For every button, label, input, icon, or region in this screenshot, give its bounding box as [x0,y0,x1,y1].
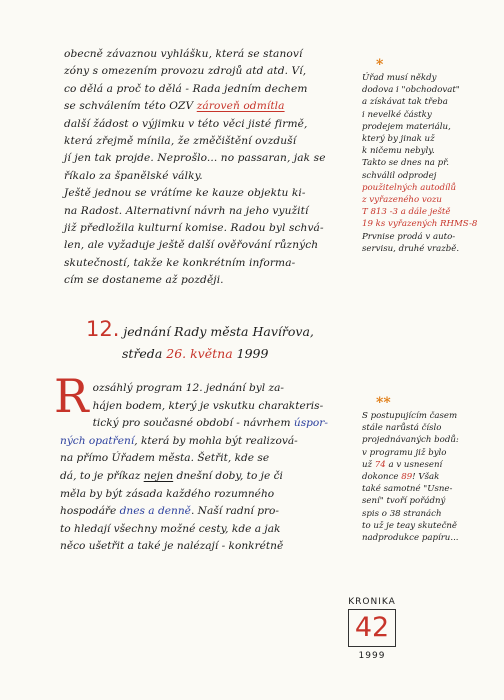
text-line: to hledají všechny možné cesty, kde a jak [60,522,281,535]
note-line: projednávaných bodů: [362,435,459,446]
note-line: v programu již bylo [362,447,447,458]
note-line: prodejem materiálu, [362,121,451,132]
note-line: také samotné "Usne- [362,484,453,495]
session-heading [86,318,386,365]
text-fragment: se schválením této OZV [64,100,197,113]
blue-text: dnes a denně [119,505,191,518]
heading-year: 1999 [232,346,269,361]
note-line [362,471,480,483]
text-line [60,415,360,433]
note-line: Prvnise prodá v auto- [362,231,456,242]
text-line: len, ale vyžaduje ještě další ověřování různých [64,239,319,252]
note-line: stále narůstá číslo [362,423,442,434]
note-number: 74 [374,459,386,470]
main-text-top [64,46,360,290]
note-line: a získávat tak třeba [362,97,448,108]
note-line: i nevelké částky [362,109,432,120]
text-line: zóny s omezením provozu zdrojů atd atd. Ví, [64,65,307,78]
note-line-highlight: 19 ks vyřazených RHMS-8 [362,219,478,230]
double-asterisk-icon: ** [376,395,391,411]
blue-text: úspor- [293,417,328,430]
note-line: dodova i "obchodovat" [362,85,460,96]
text-line: hájen bodem, který je vskutku charakteris- [92,399,324,412]
kronika-page-stamp [340,597,404,661]
text-line: na Radost. Alternativní návrh na jeho využití [64,204,309,217]
note-line: Úřad musí někdy [362,73,437,83]
note-line-highlight: T 813 -3 a dále ještě [362,207,451,218]
text-fragment: , která by mohla být realizová- [134,434,298,447]
text-fragment: hospodáře [60,505,120,518]
note-line: to už je teay skutečně [362,520,458,531]
note-line: Takto se dnes na př. [362,158,450,169]
text-line: obecně závaznou vyhlášku, která se stanoví [64,48,303,60]
text-line: další žádost o výjimku v této věci jisté firmě, [64,117,308,130]
text-line: ozsáhlý program 12. jednání byl za- [92,382,284,394]
heading-date [86,343,386,365]
drop-cap: R [54,369,89,423]
note-line: spis o 38 stranách [362,508,442,519]
note-fragment: už [362,459,375,470]
text-line: říkalo za španělské války. [64,169,203,182]
note-fragment: ! Však [412,472,440,483]
note-line: který by jinak už [362,134,435,145]
note-line: sení" tvoří pořádný [362,496,446,507]
note-fragment: dokonce [362,472,402,483]
heading-text: jednání Rady města Havířova, [119,324,314,339]
text-line: Ještě jednou se vrátíme ke kauze objektu ki- [64,187,306,200]
heading-weekday: středa [122,346,167,361]
heading-date-highlight: 26. května [166,346,233,361]
main-text-bottom [54,369,360,556]
underlined-text: nejen [143,469,174,482]
note-line: schválil odprodej [362,170,437,181]
text-fragment: . Naší radní pro- [190,505,279,518]
text-line: co dělá a proč to dělá - Rada jedním dechem [64,82,308,95]
text-line: jí jen tak projde. Neprošlo... no passaran, jak se [64,152,326,165]
note-line: k ničemu nebyly. [362,146,435,157]
text-line: skutečností, takže ke konkrétním informa- [64,256,296,269]
note-line [362,459,480,471]
text-line: již předložila kulturní komise. Radou byl schvá- [64,222,324,235]
text-line [60,468,360,486]
blue-text: ných opatření [60,434,135,447]
text-fragment: tický pro současné období - návrhem [92,417,294,430]
note-line-highlight: použitelných autodílů [362,182,457,193]
note-line-highlight: z vyřazeného vozu [362,195,442,206]
text-line: měla by být zásada každého rozumného [60,487,275,500]
note-number: 89 [401,472,413,483]
side-note-2 [362,396,480,544]
page-number: 42 [348,609,396,647]
note-line: S postupujícím časem [362,411,458,421]
text-line: cím se dostaneme až později. [64,274,224,287]
text-line [60,433,360,451]
text-line [64,98,360,115]
kronika-year: 1999 [358,651,386,661]
text-line: na přímo Úřadem města. Šetřit, kde se [60,452,270,465]
highlight-text: zároveň odmítla [196,100,285,113]
note-fragment: a v usnesení [385,459,443,470]
text-fragment: dá, to je příkaz [60,469,144,482]
text-line: která zřejmě mínila, že změčištění ovzduší [64,135,297,148]
text-line: něco ušetřit a také je nalézají - konkrétně [60,540,284,553]
text-line [60,503,360,521]
note-line: servisu, druhé vrazbě. [362,243,460,254]
note-line: nadprodukce papíru... [362,533,459,544]
session-number: 12. [86,317,120,341]
side-note-1 [362,58,480,255]
asterisk-icon: * [376,57,384,73]
text-fragment: dnešní doby, to je či [173,469,283,482]
kronika-label: KRONIKA [348,597,396,607]
